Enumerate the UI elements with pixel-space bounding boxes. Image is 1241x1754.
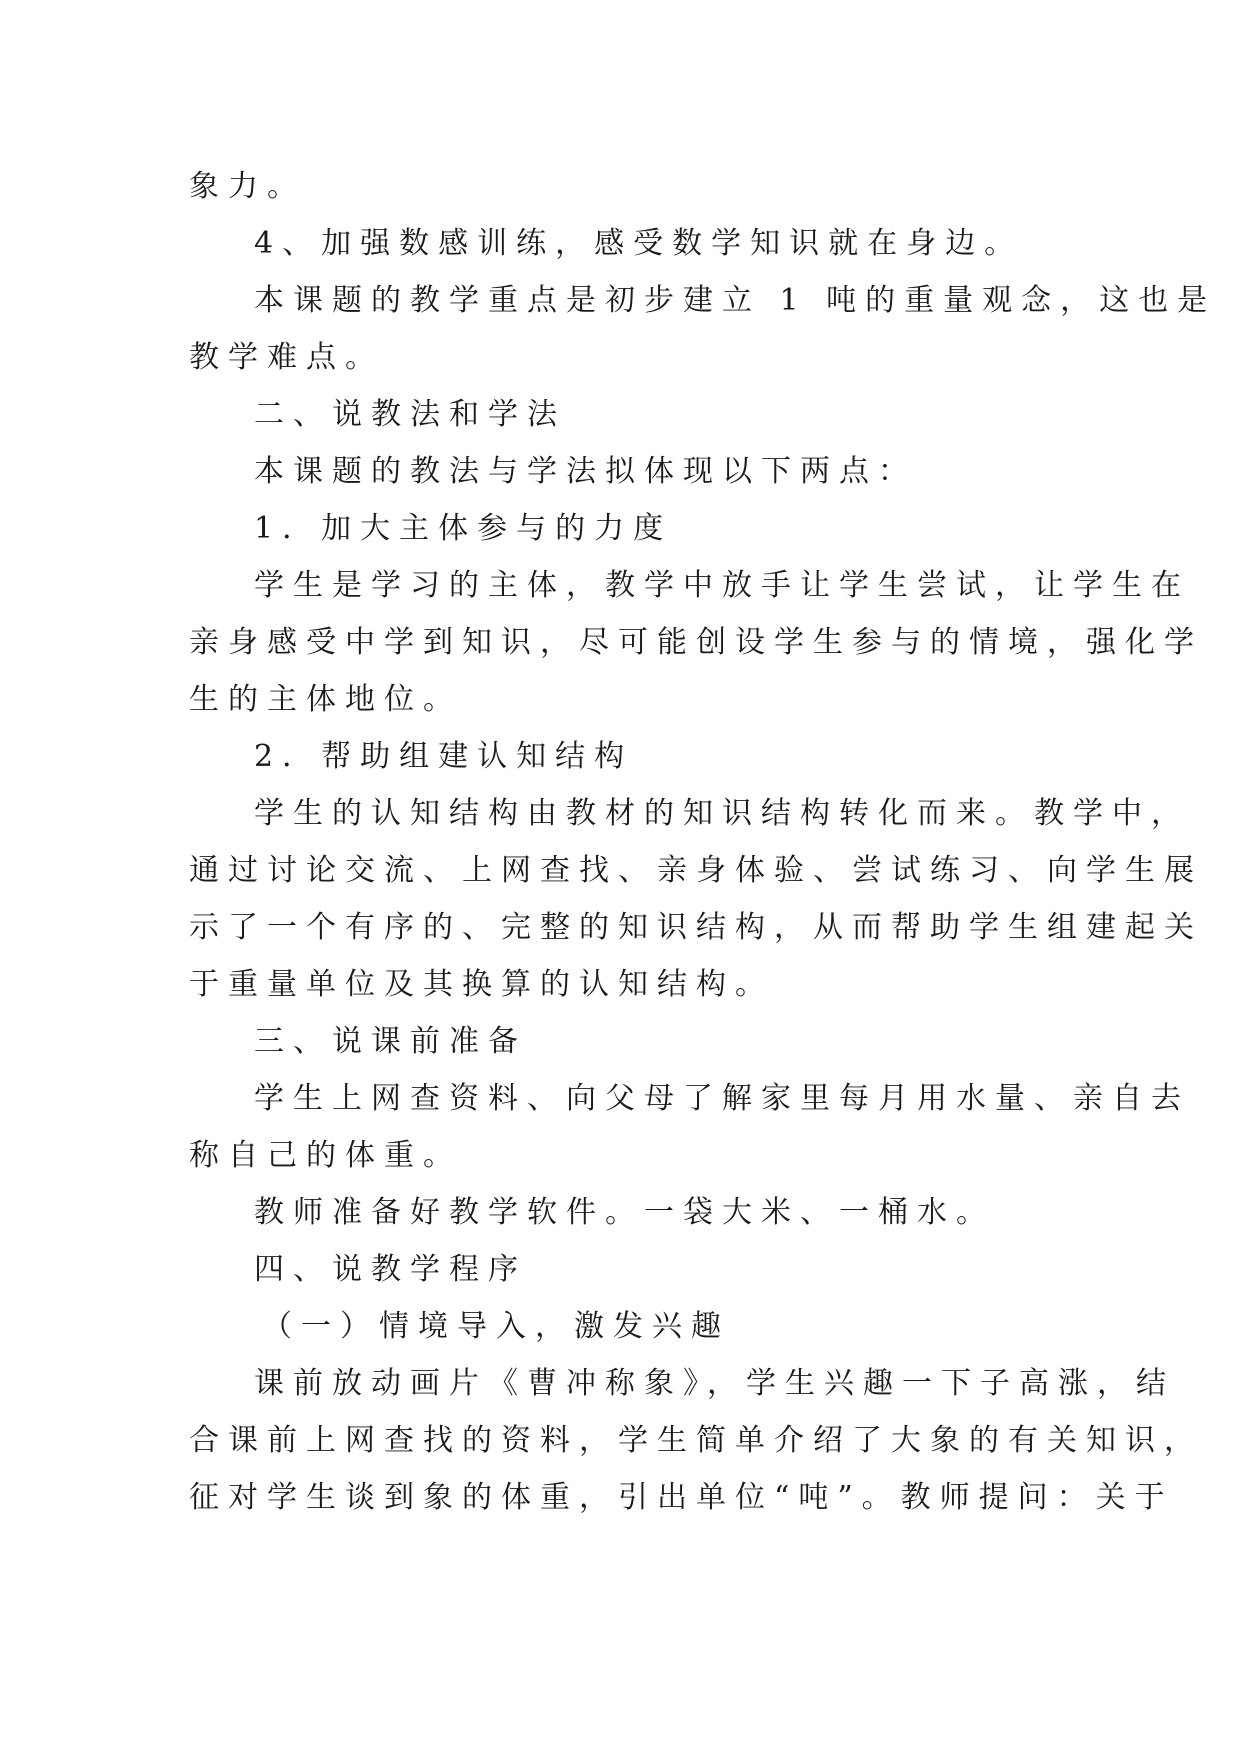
text-line: 教学难点。 — [189, 340, 384, 375]
text-line: 合课前上网查找的资料，学生简单介绍了大象的有关知识， — [189, 1423, 1203, 1458]
text-line: 本课题的教学重点是初步建立 1 吨的重量观念，这也是 — [254, 283, 1217, 318]
text-line: 学生的认知结构由教材的知识结构转化而来。教学中， — [254, 796, 1190, 831]
text-line: 学生上网查资料、向父母了解家里每月用水量、亲自去 — [254, 1081, 1190, 1116]
text-line: 教师准备好教学软件。一袋大米、一桶水。 — [254, 1195, 995, 1230]
text-line: 学生是学习的主体，教学中放手让学生尝试，让学生在 — [254, 568, 1190, 603]
text-line: 称自己的体重。 — [189, 1138, 462, 1173]
section-heading: 四、说教学程序 — [254, 1252, 527, 1287]
subsection-heading: 2．帮助组建认知结构 — [254, 739, 634, 774]
text-line: 征对学生谈到象的体重，引出单位“吨”。教师提问：关于 — [189, 1480, 1174, 1515]
text-line: 象力。 — [189, 169, 306, 204]
section-heading: 三、说课前准备 — [254, 1024, 527, 1059]
text-line: 亲身感受中学到知识，尽可能创设学生参与的情境，强化学 — [189, 625, 1203, 660]
text-line: 4、加强数感训练，感受数学知识就在身边。 — [254, 226, 1024, 261]
text-line: 示了一个有序的、完整的知识结构，从而帮助学生组建起关 — [189, 910, 1203, 945]
text-line: 生的主体地位。 — [189, 682, 462, 717]
text-line: 本课题的教法与学法拟体现以下两点： — [254, 454, 917, 489]
text-line: 课前放动画片《曹冲称象》，学生兴趣一下子高涨，结 — [254, 1366, 1175, 1401]
section-heading: 二、说教法和学法 — [254, 397, 566, 432]
text-line: 通过讨论交流、上网查找、亲身体验、尝试练习、向学生展 — [189, 853, 1203, 888]
subsection-heading: （一）情境导入，激发兴趣 — [262, 1309, 730, 1344]
subsection-heading: 1．加大主体参与的力度 — [254, 511, 673, 546]
text-line: 于重量单位及其换算的认知结构。 — [189, 967, 774, 1002]
